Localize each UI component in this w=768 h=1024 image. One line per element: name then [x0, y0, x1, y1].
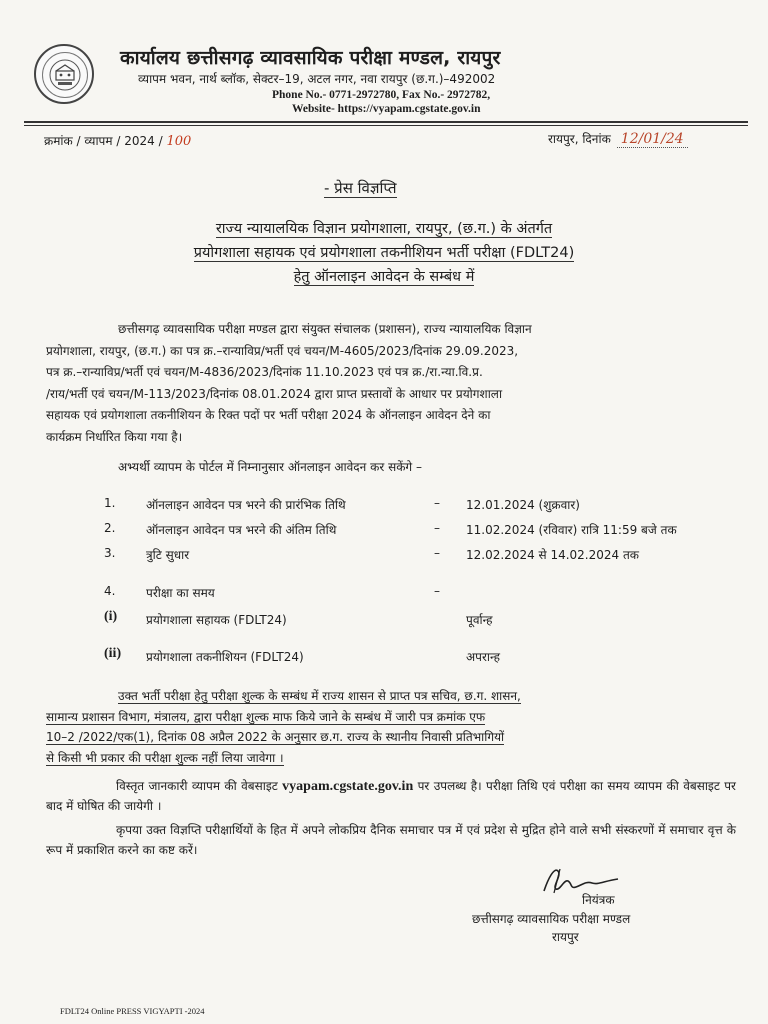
- schedule-row: 3. त्रुटि सुधार – 12.02.2024 से 14.02.2024 तक: [104, 546, 640, 562]
- date-handwritten-value: 12/01/24: [617, 131, 688, 148]
- signatory-city: रायपुर: [552, 930, 579, 944]
- reference-prefix: क्रमांक / व्यापम / 2024 /: [44, 134, 163, 148]
- office-website: Website- https://vyapam.cgstate.gov.in: [292, 103, 481, 115]
- press-release-title: - प्रेस विज्ञप्ति: [324, 179, 397, 197]
- office-address: व्यापम भवन, नार्थ ब्लॉक, सेक्टर–19, अटल नगर, नवा रायपुर (छ.ग.)–492002: [138, 72, 496, 86]
- schedule-row: 2. ऑनलाइन आवेदन पत्र भरने की अंतिम तिथि – 11.02.2024 (रविवार) रात्रि 11:59 बजे तक: [104, 521, 677, 537]
- header-divider: [24, 121, 748, 123]
- reference-number: [44, 132, 191, 149]
- schedule-lead: अभ्यर्थी व्यापम के पोर्टल में निम्नानुसार ऑनलाइन आवेदन कर सकेंगे –: [118, 460, 422, 474]
- schedule-row: (i) प्रयोगशाला सहायक (FDLT24) पूर्वान्ह: [104, 609, 493, 627]
- signatory-organization: छत्तीसगढ़ व्यावसायिक परीक्षा मण्डल: [472, 912, 631, 926]
- fee-line: 10–2 /2022/एक(1), दिनांक 08 अप्रैल 2022 के अनुसार छ.ग. राज्य के स्थानीय निवासी प्रतिभागियों: [46, 730, 505, 744]
- header-divider-thin: [24, 125, 748, 126]
- body-paragraph: [46, 319, 736, 448]
- date-label: रायपुर, दिनांक: [548, 132, 611, 146]
- office-title: कार्यालय छत्तीसगढ़ व्यावसायिक परीक्षा मण्डल, रायपुर: [120, 47, 501, 69]
- body-line: /राय/भर्ती एवं चयन/M-113/2023/दिनांक 08.01.2024 द्वारा प्राप्त प्रस्तावों के आधार पर प्रयोगशाला: [46, 386, 503, 401]
- body-line: कार्यक्रम निर्धारित किया गया है।: [46, 429, 183, 444]
- body-line: छत्तीसगढ़ व्यावसायिक परीक्षा मण्डल द्वारा संयुक्त संचालक (प्रशासन), राज्य न्यायालयिक विज्ञान: [118, 322, 532, 336]
- logo-emblem: [42, 52, 88, 98]
- fee-line: सामान्य प्रशासन विभाग, मंत्रालय, द्वारा परीक्षा शुल्क माफ किये जाने के सम्बंध में जारी पत्र क्रमांक एफ: [46, 709, 486, 724]
- fee-line: से किसी भी प्रकार की परीक्षा शुल्क नहीं लिया जावेगा ।: [46, 750, 284, 765]
- body-line: पत्र क्र.–रान्याविप्र/भर्ती एवं चयन/M-4836/2023/दिनांक 11.10.2023 एवं पत्र क्र./रा.न्या.वि.प्र.: [46, 365, 483, 379]
- vyapam-logo: [34, 44, 94, 104]
- subject-line-3: हेतु ऑनलाइन आवेदन के सम्बंध में: [293, 269, 475, 285]
- signatory-designation: नियंत्रक: [582, 893, 615, 907]
- body-line: प्रयोगशाला, रायपुर, (छ.ग.) का पत्र क्र.–रान्याविप्र/भर्ती एवं चयन/M-4605/2023/दिनांक 29.09.2023,: [46, 343, 519, 358]
- website-link[interactable]: vyapam.cgstate.gov.in: [282, 779, 414, 794]
- fee-line: उक्त भर्ती परीक्षा हेतु परीक्षा शुल्क के सम्बंध में राज्य शासन से प्राप्त पत्र सचिव, छ.ग. शासन,: [118, 689, 521, 703]
- request-paragraph: कृपया उक्त विज्ञप्ति परीक्षार्थियों के हित में अपने लोकप्रिय दैनिक समाचार पत्र में एवं प्रदेश से मुद्रित होने वाले सभी संस्करणों में समाचार वृत्त के रूप में प्रकाशित करने का कष्ट करें।: [46, 823, 736, 857]
- reference-handwritten-number: 100: [166, 134, 192, 149]
- info-paragraph: विस्तृत जानकारी व्यापम की वेबसाइट vyapam.cgstate.gov.in पर उपलब्ध है। परीक्षा तिथि एवं परीक्षा का समय व्यापम की वेबसाइट पर बाद में घोषित की जायेगी ।: [46, 779, 736, 813]
- subject-line-1: राज्य न्यायालयिक विज्ञान प्रयोगशाला, रायपुर, (छ.ग.) के अंतर्गत: [215, 221, 553, 237]
- document-footer: FDLT24 Online PRESS VIGYAPTI -2024: [60, 1006, 205, 1016]
- office-phone: Phone No.- 0771-2972780, Fax No.- 2972782,: [272, 89, 491, 101]
- body-line: सहायक एवं प्रयोगशाला तकनीशियन के रिक्त पदों पर भर्ती परीक्षा 2024 के ऑनलाइन आवेदन देने का: [46, 408, 491, 422]
- schedule-row: 1. ऑनलाइन आवेदन पत्र भरने की प्रारंभिक तिथि – 12.01.2024 (शुक्रवार): [104, 496, 580, 512]
- issue-date: [548, 130, 688, 148]
- logo-artwork-icon: [43, 53, 87, 97]
- subject-line-2: प्रयोगशाला सहायक एवं प्रयोगशाला तकनीशियन भर्ती परीक्षा (FDLT24): [193, 245, 575, 261]
- schedule-row: 4. परीक्षा का समय –: [104, 584, 440, 600]
- schedule-row: (ii) प्रयोगशाला तकनीशियन (FDLT24) अपरान्ह: [104, 646, 500, 664]
- fee-exemption-paragraph: [46, 686, 736, 768]
